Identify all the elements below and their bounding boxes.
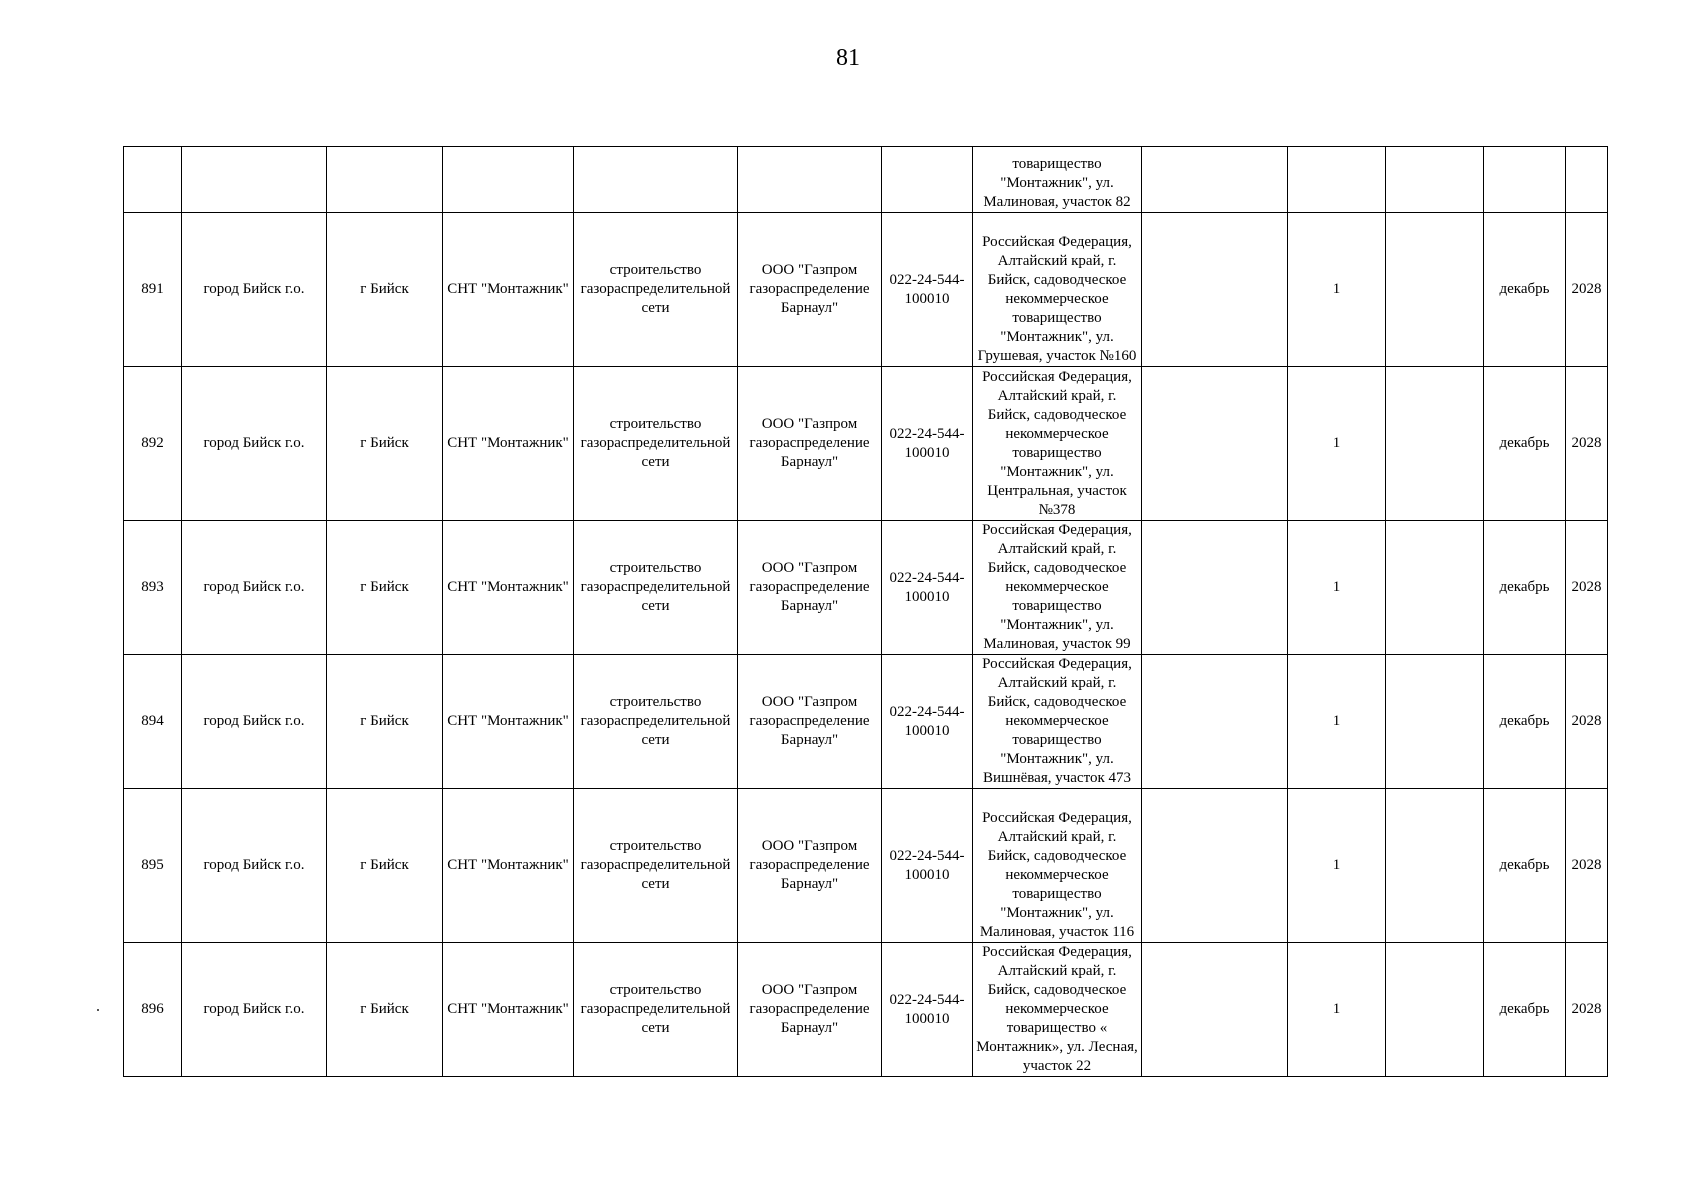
- cell-code: 022-24-544-100010: [882, 943, 973, 1077]
- cell-address: Российская Федерация, Алтайский край, г. Бийск, садоводческое некоммерческое товарищество "Монтажник", ул. Малиновая, участок 116: [973, 789, 1142, 943]
- cell-address: Российская Федерация, Алтайский край, г. Бийск, садоводческое некоммерческое товарищество "Монтажник", ул. Грушевая, участок №160: [973, 213, 1142, 367]
- cell-object: СНТ "Монтажник": [443, 521, 574, 655]
- cell-operator: ООО "Газпром газораспределение Барнаул": [738, 943, 882, 1077]
- cell-year: 2028: [1566, 655, 1608, 789]
- cell-empty: [1386, 147, 1484, 213]
- cell-municipality: город Бийск г.о.: [182, 655, 327, 789]
- cell-empty: [1142, 367, 1288, 521]
- cell-locality: г Бийск: [327, 367, 443, 521]
- table-row: [124, 213, 1608, 367]
- cell-month: декабрь: [1484, 521, 1566, 655]
- cell-code: 022-24-544-100010: [882, 367, 973, 521]
- scan-speck: [97, 1009, 99, 1011]
- cell-empty: [1142, 789, 1288, 943]
- cell-object: СНТ "Монтажник": [443, 655, 574, 789]
- cell-operator: ООО "Газпром газораспределение Барнаул": [738, 789, 882, 943]
- table-row: [124, 789, 1608, 943]
- cell-work-type: [574, 147, 738, 213]
- cell-year: 2028: [1566, 521, 1608, 655]
- cell-operator: ООО "Газпром газораспределение Барнаул": [738, 213, 882, 367]
- cell-year: 2028: [1566, 213, 1608, 367]
- cell-num: 893: [124, 521, 182, 655]
- cell-num: 895: [124, 789, 182, 943]
- cell-address: Российская Федерация, Алтайский край, г. Бийск, садоводческое некоммерческое товарищество "Монтажник", ул. Центральная, участок №378: [973, 367, 1142, 521]
- cell-empty: [1386, 789, 1484, 943]
- cell-month: [1484, 147, 1566, 213]
- cell-locality: г Бийск: [327, 521, 443, 655]
- cell-empty: [1142, 943, 1288, 1077]
- cell-year: 2028: [1566, 789, 1608, 943]
- cell-empty: [1386, 213, 1484, 367]
- cell-count: 1: [1288, 655, 1386, 789]
- cell-empty: [1142, 521, 1288, 655]
- cell-num: 892: [124, 367, 182, 521]
- cell-address: Российская Федерация, Алтайский край, г. Бийск, садоводческое некоммерческое товарищество "Монтажник", ул. Малиновая, участок 99: [973, 521, 1142, 655]
- cell-month: декабрь: [1484, 789, 1566, 943]
- cell-empty: [1142, 655, 1288, 789]
- cell-object: СНТ "Монтажник": [443, 943, 574, 1077]
- cell-work-type: строительство газораспределительной сети: [574, 943, 738, 1077]
- cell-code: 022-24-544-100010: [882, 213, 973, 367]
- table-row: [124, 943, 1608, 1077]
- cell-month: декабрь: [1484, 367, 1566, 521]
- cell-operator: ООО "Газпром газораспределение Барнаул": [738, 655, 882, 789]
- cell-locality: г Бийск: [327, 655, 443, 789]
- cell-code: 022-24-544-100010: [882, 521, 973, 655]
- cell-operator: ООО "Газпром газораспределение Барнаул": [738, 367, 882, 521]
- cell-code: [882, 147, 973, 213]
- cell-municipality: город Бийск г.о.: [182, 789, 327, 943]
- cell-work-type: строительство газораспределительной сети: [574, 655, 738, 789]
- cell-num: [124, 147, 182, 213]
- table-row: [124, 521, 1608, 655]
- cell-municipality: город Бийск г.о.: [182, 367, 327, 521]
- cell-empty: [1142, 147, 1288, 213]
- cell-locality: г Бийск: [327, 943, 443, 1077]
- cell-count: 1: [1288, 213, 1386, 367]
- cell-code: 022-24-544-100010: [882, 789, 973, 943]
- cell-address: товарищество "Монтажник", ул. Малиновая, участок 82: [973, 147, 1142, 213]
- cell-locality: [327, 147, 443, 213]
- cell-empty: [1386, 521, 1484, 655]
- cell-month: декабрь: [1484, 655, 1566, 789]
- cell-count: [1288, 147, 1386, 213]
- cell-address: Российская Федерация, Алтайский край, г. Бийск, садоводческое некоммерческое товарищество « Монтажник», ул. Лесная, участок 22: [973, 943, 1142, 1077]
- cell-work-type: строительство газораспределительной сети: [574, 789, 738, 943]
- table-body: [124, 147, 1608, 1077]
- cell-count: 1: [1288, 367, 1386, 521]
- continuation-row: [124, 147, 1608, 213]
- cell-year: 2028: [1566, 367, 1608, 521]
- cell-count: 1: [1288, 789, 1386, 943]
- cell-month: декабрь: [1484, 943, 1566, 1077]
- cell-object: СНТ "Монтажник": [443, 367, 574, 521]
- cell-municipality: [182, 147, 327, 213]
- cell-num: 894: [124, 655, 182, 789]
- cell-address: Российская Федерация, Алтайский край, г. Бийск, садоводческое некоммерческое товарищество "Монтажник", ул. Вишнёвая, участок 473: [973, 655, 1142, 789]
- cell-work-type: строительство газораспределительной сети: [574, 367, 738, 521]
- cell-num: 891: [124, 213, 182, 367]
- cell-count: 1: [1288, 521, 1386, 655]
- cell-count: 1: [1288, 943, 1386, 1077]
- cell-code: 022-24-544-100010: [882, 655, 973, 789]
- cell-work-type: строительство газораспределительной сети: [574, 521, 738, 655]
- cell-locality: г Бийск: [327, 789, 443, 943]
- cell-object: СНТ "Монтажник": [443, 789, 574, 943]
- cell-municipality: город Бийск г.о.: [182, 213, 327, 367]
- page-number: 81: [836, 45, 860, 71]
- cell-object: СНТ "Монтажник": [443, 213, 574, 367]
- cell-empty: [1386, 655, 1484, 789]
- cell-year: [1566, 147, 1608, 213]
- register-table: [123, 146, 1608, 1077]
- cell-operator: ООО "Газпром газораспределение Барнаул": [738, 521, 882, 655]
- cell-empty: [1386, 367, 1484, 521]
- cell-municipality: город Бийск г.о.: [182, 943, 327, 1077]
- cell-empty: [1386, 943, 1484, 1077]
- cell-year: 2028: [1566, 943, 1608, 1077]
- cell-empty: [1142, 213, 1288, 367]
- cell-object: [443, 147, 574, 213]
- cell-municipality: город Бийск г.о.: [182, 521, 327, 655]
- table-row: [124, 655, 1608, 789]
- cell-month: декабрь: [1484, 213, 1566, 367]
- cell-operator: [738, 147, 882, 213]
- cell-locality: г Бийск: [327, 213, 443, 367]
- table-row: [124, 367, 1608, 521]
- cell-work-type: строительство газораспределительной сети: [574, 213, 738, 367]
- cell-num: 896: [124, 943, 182, 1077]
